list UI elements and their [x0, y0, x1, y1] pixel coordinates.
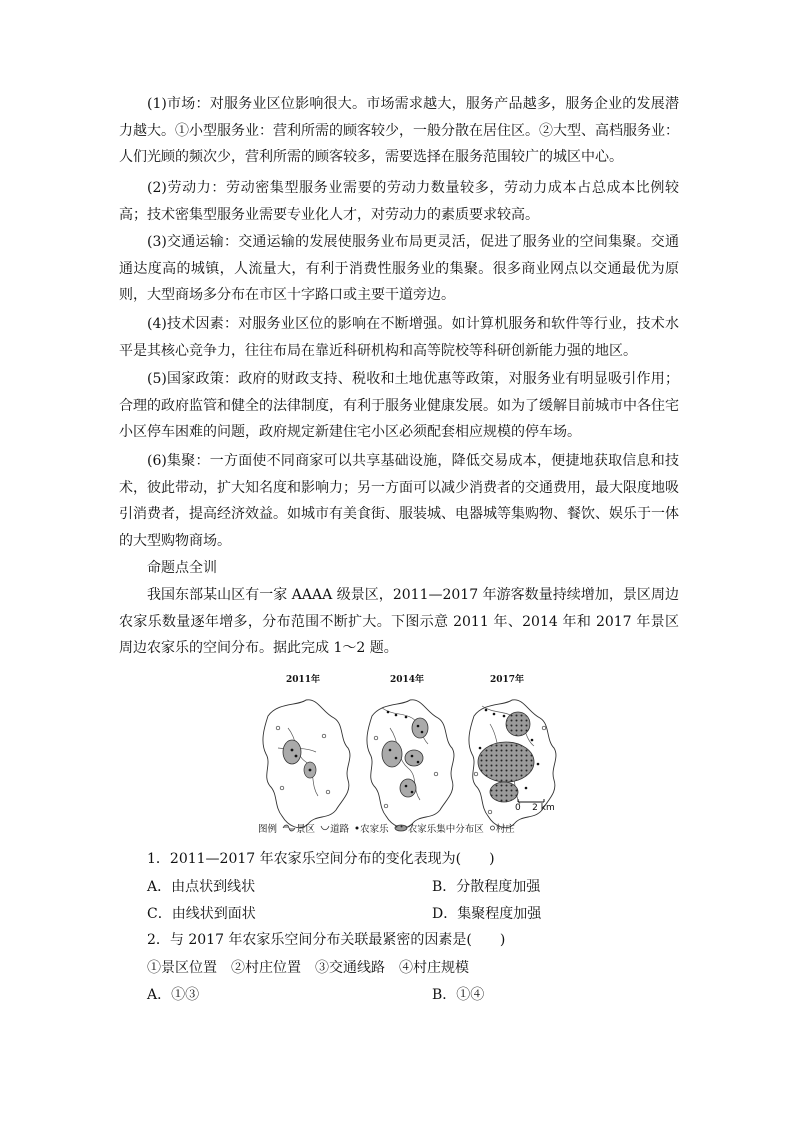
question-2-factors: ①景区位置 ②村庄位置 ③交通线路 ④村庄规模 [147, 960, 469, 976]
legend-road: 道路 [330, 824, 350, 835]
paragraph-agglomeration: (6)集聚：一方面使不同商家可以共享基础设施，降低交易成本，便捷地获取信息和技术，彼此带动，扩大知名度和影响力；另一方面可以减少消费者的交通费用，最大限度地吸引消费者，提高经济效益。如城市有美食街、服装城、电器城等集购物、餐饮、娱乐于一体的大型购物商场。 [119, 453, 679, 549]
paragraph-technology: (4)技术因素：对服务业区位的影响在不断增强。如计算机服务和软件等行业，技术水平是其核心竞争力，往往布局在靠近科研机构和高等院校等科研创新能力强的地区。 [119, 316, 679, 359]
road-legend-icon [320, 824, 330, 832]
scenic-area-shape [283, 740, 301, 764]
question-intro: 我国东部某山区有一家 AAAA 级景区，2011—2017 年游客数量持续增加，景区周边农家乐数量逐年增多，分布范围不断扩大。下图示意 2011 年、2014 年和 2017 年景区周边农家乐的空间分布。据此完成 1～2 题。 [119, 587, 679, 656]
scale-bar [518, 799, 544, 802]
question-2-option-a: A．①③ [147, 987, 200, 1003]
farmstay-distribution-figure [258, 672, 558, 834]
legend-title: 图例 [258, 824, 278, 835]
question-1-option-b: B．分散程度加强 [432, 879, 541, 895]
legend-farmstay: 农家乐 [360, 824, 389, 835]
question-1-stem: 1．2011—2017 年农家乐空间分布的变化表现为( ) [147, 851, 495, 867]
scenic-area-legend-icon [282, 824, 296, 832]
paragraph-labor: (2)劳动力：劳动密集型服务业需要的劳动力数量较多，劳动力成本占总成本比例较高；技术密集型服务业需要专业化人才，对劳动力的素质要求较高。 [119, 180, 679, 223]
question-2-stem: 2．与 2017 年农家乐空间分布关联最紧密的因素是( ) [147, 932, 506, 948]
paragraph-transport: (3)交通运输：交通运输的发展使服务业布局更灵活，促进了服务业的空间集聚。交通通达度高的城镇，人流量大，有利于消费性服务业的集聚。很多商业网点以交通最优为原则，大型商场多分布在市区十字路口或主要干道旁边。 [119, 234, 679, 303]
section-heading: 命题点全训 [147, 560, 217, 576]
map-title-2014: 2014年 [390, 675, 425, 685]
map-legend [258, 821, 578, 835]
question-1-option-d: D．集聚程度加强 [432, 906, 542, 922]
paragraph-policy: (5)国家政策：政府的财政支持、税收和土地优惠等政策，对服务业有明显吸引作用；合理的政府监管和健全的法律制度，有利于服务业健康发展。如为了缓解目前城市中各住宅小区停车困难的问题，政府规定新建住宅小区必须配套相应规模的停车场。 [119, 371, 679, 440]
legend-farmstay-cluster: 农家乐集中分布区 [407, 824, 484, 835]
map-2011 [263, 700, 350, 828]
question-1-option-c: C．由线状到面状 [147, 906, 256, 922]
paragraph-market: (1)市场：对服务业区位影响很大。市场需求越大，服务产品越多，服务企业的发展潜力越大。①小型服务业：营利所需的顾客较少，一般分散在居住区。②大型、高档服务业：人们光顾的频次少，营利所需的顾客较多，需要选择在服务范围较广的城区中心。 [119, 96, 679, 165]
legend-scenic-area: 景区 [296, 824, 316, 835]
map-title-2017: 2017年 [490, 675, 525, 685]
village-legend-icon [489, 824, 496, 832]
legend-village: 村庄 [495, 824, 515, 835]
scale-label: 0 2 km [515, 803, 555, 813]
farmstay-cluster-legend-icon [394, 824, 408, 832]
question-2-option-b: B．①④ [432, 987, 485, 1003]
maps-svg [258, 672, 558, 834]
map-2014 [367, 700, 454, 828]
question-1-option-a: A．由点状到线状 [147, 879, 256, 895]
map-title-2011: 2011年 [286, 675, 321, 685]
